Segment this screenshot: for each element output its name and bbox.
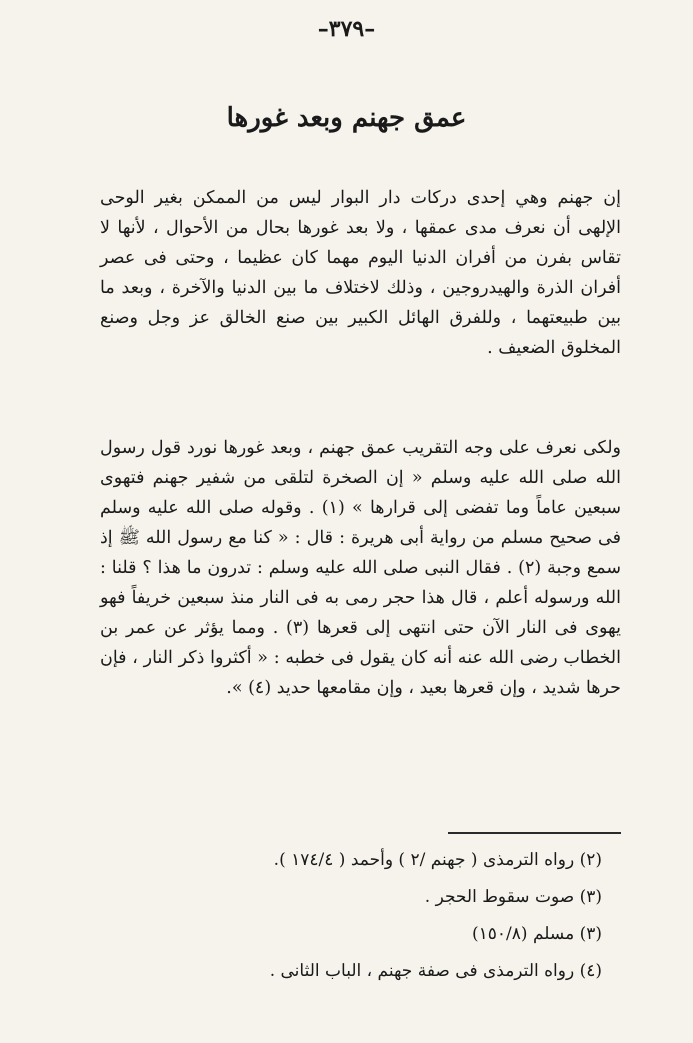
footnote: (٣) صوت سقوط الحجر . [424,887,602,907]
body-paragraph: ولكى نعرف على وجه التقريب عمق جهنم ، وبعد غورها نورد قول رسول الله صلى الله عليه وسلم « إن الصخرة لتلقى من شفير جهنم فتهوى سبعين عاماً وما تفضى إلى قرارها » (١) . وقوله صلى الله عليه وسلم فى صحيح مسلم من رواية أبى هريرة : قال : « كنا مع رسول الله ﷺ إذ سمع وجبة (٢) . فقال النبى صلى الله عليه وسلم : تدرون ما هذا ؟ قلنا : الله ورسوله أعلم ، قال هذا حجر رمى به فى النار منذ سبعين خريفاً فهو يهوى فى النار الآن حتى انتهى إلى قعرها (٣) . ومما يؤثر عن عمر بن الخطاب رضى الله عنه أنه كان يقول فى خطبه : « أكثروا ذكر النار ، فإن حرها شديد ، وإن قعرها بعيد ، وإن مقامعها حديد (٤) ». [100,438,622,698]
footnote-divider [448,832,621,834]
footnote: (٣) مسلم (١٥٠/٨) [472,924,602,944]
footnotes-list [140,842,602,990]
body-paragraph: إن جهنم وهي إحدى دركات دار البوار ليس من الممكن بغير الوحى الإلهى أن نعرف مدى عمقها ، ولا بعد غورها بحال من الأحوال ، لأنها لا تقاس بفرن من أفران الدنيا اليوم مهما كان عظيما ، وحتى فى عصر أفران الذرة والهيدروجين ، وذلك لاختلاف ما بين الدنيا والآخرة ، وبعد ما بين طبيعتهما ، وللفرق الهائل الكبير بين صنع الخالق عز وجل وصنع المخلوق الضعيف . [100,188,621,358]
page-number: –٣٧٩– [317,16,376,42]
chapter-title: عمق جهنم وبعد غورها [226,103,467,133]
footnote: (٤) رواه الترمذى فى صفة جهنم ، الباب الثانى . [269,961,602,981]
footnote: (٢) رواه الترمذى ( جهنم /٢ ) وأحمد ( ١٧٤/٤ ). [273,850,602,870]
